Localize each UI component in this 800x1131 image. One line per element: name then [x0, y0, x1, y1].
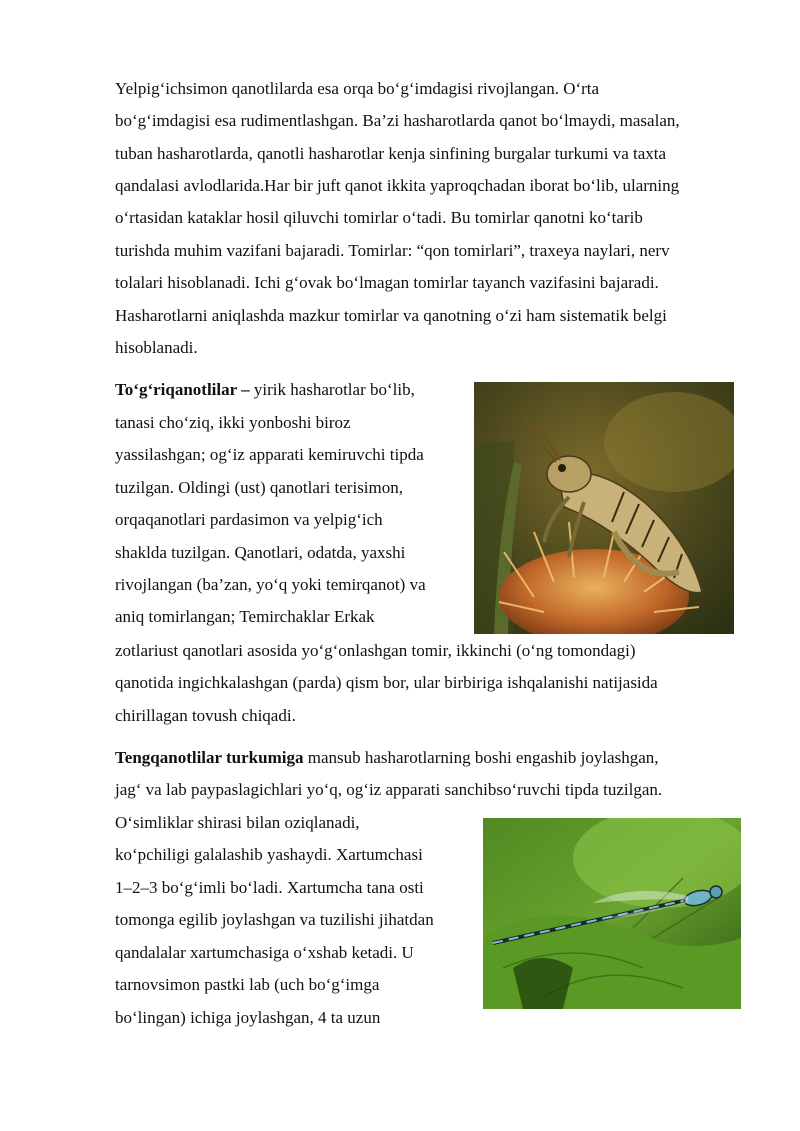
p2-line-9: zotlariust qanotlari asosida yo‘g‘onlashgan tomir, ikkinchi (o‘ng tomondagi): [115, 641, 636, 660]
p2-line-8: aniq tomirlangan; Temirchaklar Erkak: [115, 607, 375, 626]
p2-term: To‘g‘riqanotlilar –: [115, 380, 250, 399]
p2-line-4: tuzilgan. Oldingi (ust) qanotlari terisimon,: [115, 478, 404, 497]
p1-line-5: o‘rtasidan kataklar hosil qiluvchi tomirlar o‘tadi. Bu tomirlar qanotni ko‘tarib: [115, 208, 643, 227]
p2-line-5: orqaqanotlari pardasimon va yelpig‘ich: [115, 510, 383, 529]
p1-line-3: tuban hasharotlarda, qanotli hasharotlar kenja sinfining burgalar turkumi va taxta: [115, 144, 667, 163]
p3-line-8: tarnovsimon pastki lab (uch bo‘g‘imga: [115, 975, 380, 994]
p1-line-8: Hasharotlarni aniqlashda mazkur tomirlar va qanotning o‘zi ham sistematik belgi: [115, 306, 667, 325]
p1-line-7: tolalari hisoblanadi. Ichi g‘ovak bo‘lmagan tomirlar tayanch vazifasini bajaradi.: [115, 273, 659, 292]
p2-line-6: shaklda tuzilgan. Qanotlari, odatda, yaxshi: [115, 543, 406, 562]
p2-first-rest: yirik hasharotlar bo‘lib,: [249, 380, 415, 399]
p3-line-6: tomonga egilib joylashgan va tuzilishi jihatdan: [115, 910, 434, 929]
p1-line-2: bo‘g‘imdagisi esa rudimentlashgan. Ba’zi hasharotlarda qanot bo‘lmaydi, masalan,: [115, 111, 680, 130]
grasshopper-image: [474, 382, 734, 634]
p3-line-3: O‘simliklar shirasi bilan oziqlanadi,: [115, 813, 360, 832]
p3-line-2: jag‘ va lab paypaslagichlari yo‘q, og‘iz apparati sanchibso‘ruvchi tipda tuzilgan.: [115, 780, 663, 799]
damselfly-image: [483, 818, 741, 1009]
p3-line-4: ko‘pchiligi galalashib yashaydi. Xartumchasi: [115, 845, 423, 864]
p1-line-4: qandalasi avlodlarida.Har bir juft qanot ikkita yaproqchadan iborat bo‘lib, ularning: [115, 176, 680, 195]
p3-line-9: bo‘lingan) ichiga joylashgan, 4 ta uzun: [115, 1008, 381, 1027]
damselfly-photo: [483, 818, 741, 1009]
p1-line-6: turishda muhim vazifani bajaradi. Tomirlar: “qon tomirlari”, traxeya naylari, nerv: [115, 241, 670, 260]
p2-line-2: tanasi cho‘ziq, ikki yonboshi biroz: [115, 413, 351, 432]
p2-line-7: rivojlangan (ba’zan, yo‘q yoki temirqanot) va: [115, 575, 426, 594]
p3-line-7: qandalalar xartumchasiga o‘xshab ketadi. U: [115, 943, 414, 962]
grasshopper-photo: [474, 382, 734, 634]
p2-line-10: qanotida ingichkalashgan (parda) qism bor, ular birbiriga ishqalanishi natijasida: [115, 673, 658, 692]
p3-term: Tengqanotlilar turkumiga: [115, 748, 304, 767]
p2-line-3: yassilashgan; og‘iz apparati kemiruvchi tipda: [115, 445, 424, 464]
p1-line-9: hisoblanadi.: [115, 338, 198, 357]
p3-line-1: [115, 748, 659, 768]
p2-line-11: chirillagan tovush chiqadi.: [115, 706, 296, 725]
p3-first-rest: mansub hasharotlarning boshi engashib joylashgan,: [303, 748, 659, 767]
p1-line-1: Yelpig‘ichsimon qanotlilarda esa orqa bo‘g‘imdagisi rivojlangan. O‘rta: [115, 79, 600, 98]
p3-line-5: 1–2–3 bo‘g‘imli bo‘ladi. Xartumcha tana osti: [115, 878, 424, 897]
p2-line-1: [115, 380, 415, 400]
